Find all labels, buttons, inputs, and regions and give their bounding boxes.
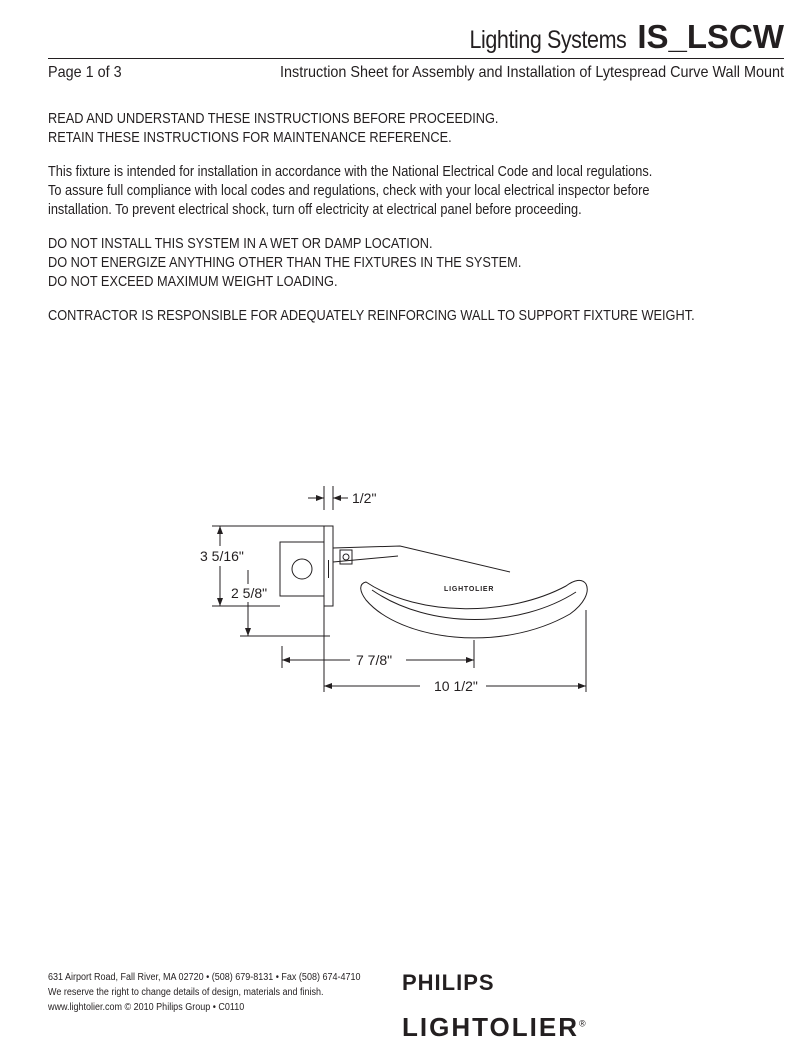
total-arrowhead-left xyxy=(324,683,332,689)
section-name: Lighting Systems xyxy=(470,26,627,54)
retain-warning-line: RETAIN THESE INSTRUCTIONS FOR MAINTENANCE REFERENCE. xyxy=(48,130,452,146)
contractor-line: CONTRACTOR IS RESPONSIBLE FOR ADEQUATELY REINFORCING WALL TO SUPPORT FIXTURE WEIGHT. xyxy=(48,308,695,324)
do-not-line: DO NOT ENERGIZE ANYTHING OTHER THAN THE FIXTURES IN THE SYSTEM. xyxy=(48,255,522,271)
philips-logo: PHILIPS xyxy=(402,970,495,995)
depth-label: 1/2" xyxy=(352,490,377,506)
shade-inner-curve xyxy=(372,590,576,620)
arm-top-edge xyxy=(333,546,510,572)
page-number: Page 1 of 3 xyxy=(48,64,122,81)
plate-arrowhead-bottom xyxy=(245,628,251,636)
clamp-screw xyxy=(343,554,349,560)
arm-clamp xyxy=(340,550,352,564)
arm-arrowhead-right xyxy=(466,657,474,663)
wall-plate xyxy=(280,542,324,596)
depth-arrowhead-right xyxy=(333,495,341,501)
total-arrowhead-right xyxy=(578,683,586,689)
footer-disclaimer: We reserve the right to change details of design, materials and finish. xyxy=(48,987,324,998)
lightolier-wordmark: LIGHTOLIER xyxy=(402,1012,579,1042)
compliance-line: This fixture is intended for installation in accordance with the National Electrical Code and local regulations. xyxy=(48,164,653,180)
lightolier-logo xyxy=(402,1012,588,1043)
plate-label: 2 5/8" xyxy=(231,585,268,601)
read-warning-line: READ AND UNDERSTAND THESE INSTRUCTIONS BEFORE PROCEEDING. xyxy=(48,111,499,127)
depth-arrowhead-left xyxy=(316,495,324,501)
do-not-line: DO NOT EXCEED MAXIMUM WEIGHT LOADING. xyxy=(48,274,338,290)
compliance-line: installation. To prevent electrical shock, turn off electricity at electrical panel before proceeding. xyxy=(48,202,582,218)
document-code: IS_LSCW xyxy=(637,18,784,55)
arm-label: 7 7/8" xyxy=(356,652,393,668)
height-arrowhead-top xyxy=(217,526,223,534)
footer-address: 631 Airport Road, Fall River, MA 02720 • (508) 679-8131 • Fax (508) 674-4710 xyxy=(48,972,361,983)
footer-web: www.lightolier.com © 2010 Philips Group • C0110 xyxy=(48,1002,245,1013)
footer-contact xyxy=(48,970,360,1015)
compliance-line: To assure full compliance with local codes and regulations, check with your local electrical inspector before xyxy=(48,183,650,199)
do-not-line: DO NOT INSTALL THIS SYSTEM IN A WET OR DAMP LOCATION. xyxy=(48,236,433,252)
total-label: 10 1/2" xyxy=(434,678,478,694)
sheet-title: Instruction Sheet for Assembly and Installation of Lytespread Curve Wall Mount xyxy=(280,64,784,81)
height-arrowhead-bottom xyxy=(217,598,223,606)
fixture-logo: LIGHTOLIER xyxy=(444,586,495,593)
mounting-hole xyxy=(292,559,312,579)
arm-arrowhead-left xyxy=(282,657,290,663)
height-label: 3 5/16" xyxy=(200,548,244,564)
registered-mark: ® xyxy=(578,1018,588,1029)
